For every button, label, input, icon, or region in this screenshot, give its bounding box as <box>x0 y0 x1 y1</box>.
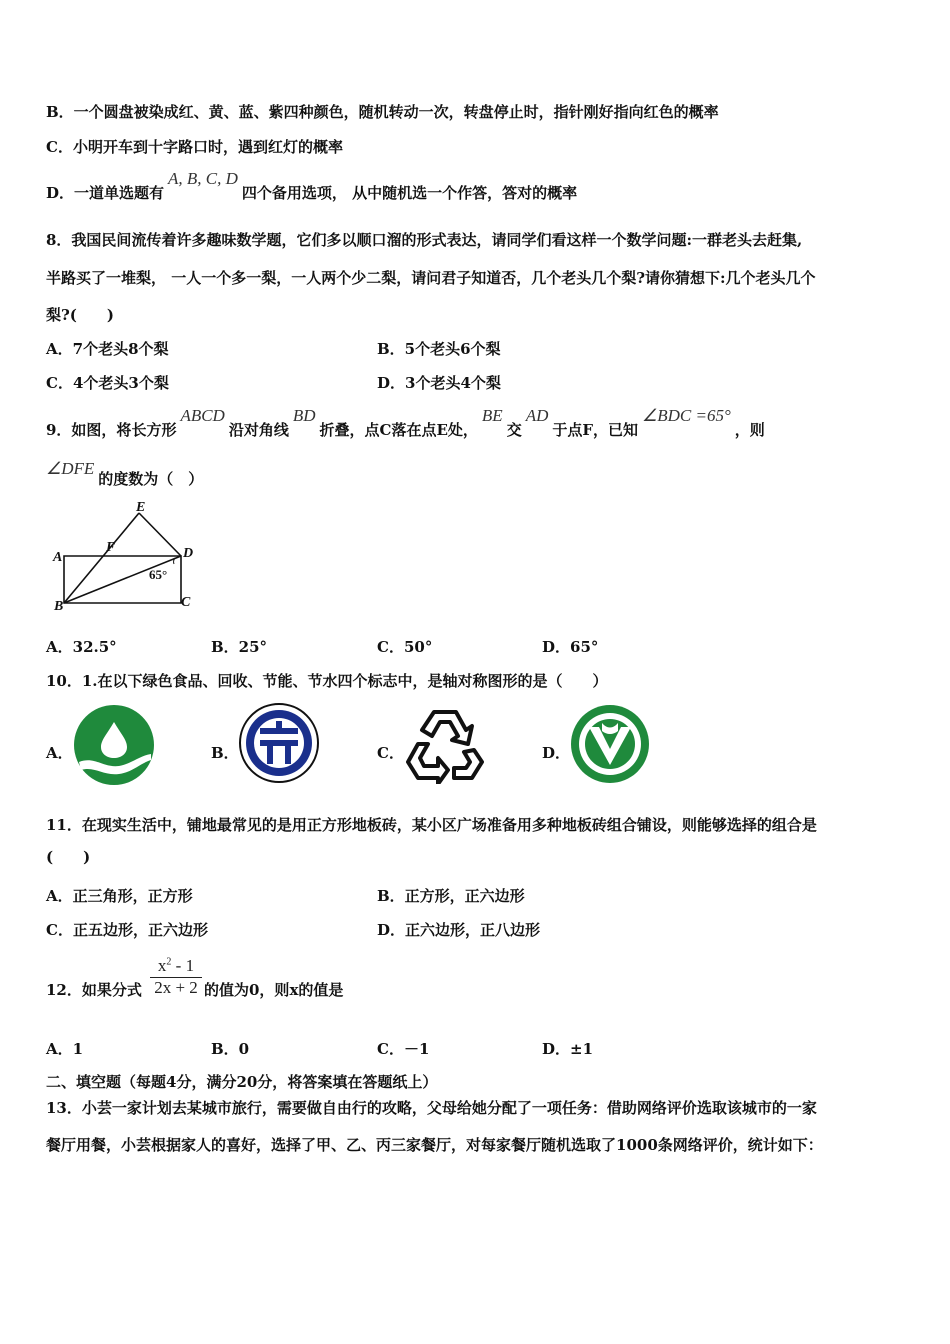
line-be <box>64 513 139 603</box>
q12-num-base: x <box>157 956 167 975</box>
q10-label-c: C． <box>377 744 404 762</box>
recycling-station-logo-icon <box>238 701 320 785</box>
q9-text-7: 的度数为（ ） <box>98 470 204 488</box>
q8-line-3: 梨?( ) <box>46 306 114 324</box>
q13-line-2: 餐厅用餐，小芸根据家人的喜好，选择了甲、乙、丙三家餐厅，对每家餐厅随机选取了1000条网络评价，统计如下： <box>46 1136 823 1154</box>
green-food-logo-icon <box>73 704 155 786</box>
q9-stem-2 <box>46 459 204 489</box>
q9-math-bd: BD <box>292 406 316 425</box>
q9-text-6: ，则 <box>734 421 765 439</box>
q12-denominator: 2x + 2 <box>154 978 198 997</box>
q9-text-2: 沿对角线 <box>228 421 289 439</box>
q7-option-d-math: A, B, C, D <box>168 169 238 188</box>
q9-math-be: BE <box>481 406 503 425</box>
q7-option-d-text: D．一道单选题有 <box>46 184 165 202</box>
angle-label: 65° <box>149 567 168 582</box>
q9-math-abcd: ABCD <box>180 406 225 425</box>
q12-num-tail: - 1 <box>171 956 195 975</box>
q11-line-2: ( ) <box>46 848 91 866</box>
q11-option-a: A．正三角形，正方形 <box>46 887 193 905</box>
q8-option-a: A．7个老头8个梨 <box>46 340 169 358</box>
q12-pre: 12．如果分式 <box>46 981 142 999</box>
label-e: E <box>136 500 146 515</box>
q12-num-exponent: 2 <box>166 956 172 968</box>
q8-option-c: C．4个老头3个梨 <box>46 374 169 392</box>
q11-option-c: C．正五边形，正六边形 <box>46 921 208 939</box>
q10-label-b: B． <box>211 744 239 762</box>
q13-line-1: 13．小芸一家计划去某城市旅行，需要做自由行的攻略，父母给她分配了一项任务：借助网络评价选取该城市的一家 <box>46 1099 817 1117</box>
line-ed <box>139 513 181 556</box>
q8-line-1: 8．我国民间流传着许多趣味数学题，它们多以顺口溜的形式表达，请同学们看这样一个数学问题:一群老头去赶集, <box>46 231 803 249</box>
q11-option-b: B．正方形，正六边形 <box>377 887 525 905</box>
q12-option-c: C．－1 <box>377 1040 430 1058</box>
q11-line-1: 11．在现实生活中，铺地最常见的是用正方形地板砖，某小区广场准备用多种地板砖组合铺设，则能够选择的组合是 <box>46 816 817 834</box>
q10-label-a: A． <box>46 744 73 762</box>
q9-text-1: 9．如图，将长方形 <box>46 421 177 439</box>
q9-option-a: A．32.5° <box>46 638 117 656</box>
q7-option-b: B．一个圆盘被染成红、黄、蓝、紫四种颜色，随机转动一次，转盘停止时，指针刚好指向红色的概率 <box>46 103 719 121</box>
q9-option-d: D．65° <box>542 638 599 656</box>
q9-option-c: C．50° <box>377 638 433 656</box>
q9-math-ad: AD <box>525 406 549 425</box>
label-f: F <box>106 540 116 555</box>
q8-line-2: 半路买了一堆梨， 一人一个多一梨，一人两个少二梨，请问君子知道否，几个老头几个梨?请你猜想下:几个老头几个 <box>46 269 816 287</box>
q12-post: 的值为0，则x的值是 <box>204 981 344 999</box>
water-saving-logo-icon <box>569 703 651 785</box>
label-a: A <box>53 550 63 565</box>
recycle-logo-icon <box>404 704 486 784</box>
q11-option-d: D．正六边形，正八边形 <box>377 921 541 939</box>
q9-math-angle-bdc: ∠BDC =65° <box>642 406 731 425</box>
q7-option-d <box>46 169 578 203</box>
q8-option-d: D．3个老头4个梨 <box>377 374 501 392</box>
q9-text-3: 折叠，点C落在点E处， <box>319 421 478 439</box>
q8-option-b: B．5个老头6个梨 <box>377 340 501 358</box>
q10-label-d: D． <box>542 744 571 762</box>
label-d: D <box>183 546 194 561</box>
q12-option-b: B．0 <box>211 1040 250 1058</box>
q9-text-4: 交 <box>506 421 522 439</box>
q9-option-b: B．25° <box>211 638 268 656</box>
q9-text-5: 于点F，已知 <box>552 421 639 439</box>
q9-stem <box>46 406 765 440</box>
q12-option-d: D．±1 <box>542 1040 594 1058</box>
q7-option-c: C．小明开车到十字路口时，遇到红灯的概率 <box>46 138 343 156</box>
q10-stem: 10．1.在以下绿色食品、回收、节能、节水四个标志中，是轴对称图形的是（ ） <box>46 672 608 690</box>
q9-figure <box>50 500 200 620</box>
q12-fraction <box>150 956 202 998</box>
q9-math-angle-dfe: ∠DFE <box>46 459 95 478</box>
q12-option-a: A．1 <box>46 1040 84 1058</box>
q7-option-d-tail: 四个备用选项， 从中随机选一个作答，答对的概率 <box>241 184 578 202</box>
section-2-heading: 二、填空题（每题4分，满分20分，将答案填在答题纸上） <box>46 1073 438 1091</box>
q12-numerator <box>150 956 202 978</box>
label-b: B <box>54 599 64 614</box>
label-c: C <box>181 595 191 610</box>
